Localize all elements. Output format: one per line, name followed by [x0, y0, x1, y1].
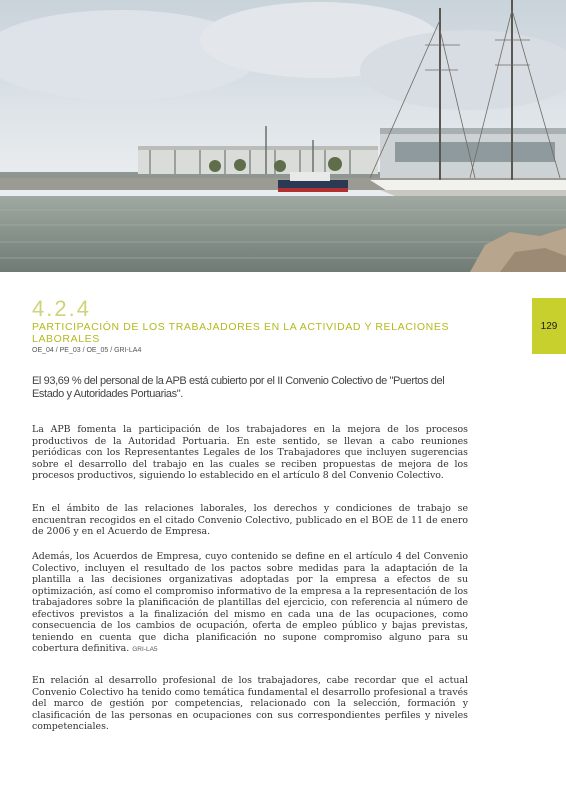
lead-statement: El 93,69 % del personal de la APB está cubierto por el II Convenio Colectivo de "Puertos del Estado y Autoridades Portuarias". — [32, 375, 445, 400]
body-paragraph-1: La APB fomenta la participación de los trabajadores en la mejora de los procesos productivos de la Autoridad Portuaria. En este sentido, se llevan a cabo reuniones periódicas con los Representantes Legales de los Trabajadores que incluyen sugerencias sobre el desarrollo del trabajo en las cuales se reciben propuestas de mejora de los procesos productivos, siguiendo lo establecido en el artículo 8 del Convenio Colectivo. — [32, 424, 468, 481]
page-number-tab — [532, 298, 566, 354]
page-number: 129 — [540, 320, 558, 332]
body-paragraph-4: En relación al desarrollo profesional de los trabajadores, cabe recordar que el actual Convenio Colectivo ha tenido como temática fundamental el desarrollo profesional a través del marco de gestión por competencias, relacionado con la selección, formación y clasificación de las personas en ocupaciones con sus correspondientes perfiles y niveles competenciales. — [32, 675, 468, 732]
body-paragraph-3-text: Además, los Acuerdos de Empresa, cuyo contenido se define en el artículo 4 del Convenio Colectivo, incluyen el resultado de los pactos sobre medidas para la adaptación de la plantilla a las decisiones organizativas adoptadas por la empresa a efectos de su optimización, así como el compromiso informativo de la empresa a la representación de los trabajadores sobre la planificación de plantillas del ejercicio, con referencia al número de efectivos previstos a la finalización del mismo en cada una de las ocupaciones, como consecuencia de los cambios de ocupación, oferta de empleo público y bajas previstas, teniendo en cuenta que dicha planificación no supone compromiso alguno para su cobertura definitiva. — [32, 551, 468, 654]
harbour-photo — [0, 0, 566, 272]
section-title: PARTICIPACIÓN DE LOS TRABAJADORES EN LA ACTIVIDAD Y RELACIONES LABORALES — [32, 321, 450, 345]
body-paragraph-2: En el ámbito de las relaciones laborales, los derechos y condiciones de trabajo se encuentran recogidos en el citado Convenio Colectivo, publicado en el BOE de 11 de enero de 2006 y en el Acuerdo de Empresa. — [32, 503, 468, 537]
gri-reference-tag: GRI-LA5 — [132, 646, 158, 653]
section-references: OE_04 / PE_03 / OE_05 / GRI-LA4 — [32, 347, 142, 354]
body-paragraph-3 — [32, 551, 468, 656]
section-number: 4.2.4 — [32, 296, 91, 321]
